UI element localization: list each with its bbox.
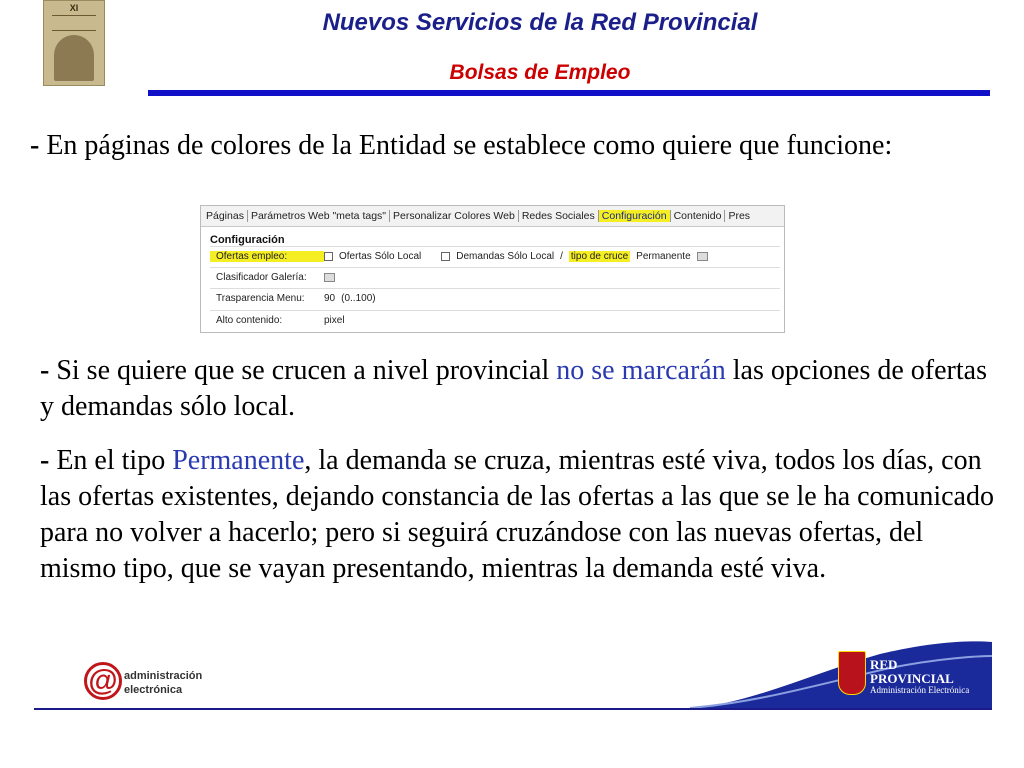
event-logo-lines	[52, 15, 96, 31]
ofertas-local-checkbox[interactable]	[324, 252, 333, 261]
bullet-dash: -	[40, 445, 50, 476]
demandas-local-checkbox[interactable]	[441, 252, 450, 261]
ae-logo-line1: administración	[124, 670, 203, 682]
tab-contenido[interactable]: Contenido	[671, 210, 726, 222]
paragraph-provincial-before: Si se quiere que se crucen a nivel provincial	[56, 355, 550, 386]
paragraph-permanente-highlight: Permanente	[172, 445, 305, 476]
ofertas-local-label: Ofertas Sólo Local	[339, 251, 422, 262]
tipo-cruce-label: tipo de cruce	[570, 251, 629, 262]
paragraph-intro	[30, 128, 990, 164]
event-logo	[43, 0, 105, 86]
ofertas-empleo-label: Ofertas empleo:	[210, 251, 324, 262]
title-divider	[148, 90, 990, 96]
red-provincial-logo	[838, 651, 988, 701]
demandas-local-label: Demandas Sólo Local	[456, 251, 555, 262]
bullet-dash: -	[40, 355, 50, 386]
event-logo-number: XI	[69, 3, 79, 13]
at-sign-icon: @	[84, 662, 122, 700]
tipo-cruce-select-value[interactable]: Permanente	[636, 251, 691, 262]
row-trasparencia-menu	[210, 288, 780, 308]
bullet-dash: -	[30, 130, 40, 161]
footer-divider	[34, 708, 992, 710]
paragraph-permanente-after: , la demanda se cruza, mientras esté viva, todos los días, con las ofertas existentes, dejando constancia de las ofertas a las que se le ha comunicado para no volver a hacerlo; pero si seguirá cruzándose con las nuevas ofertas, del mismo tipo, que se vayan presentando, mientras la demanda esté viva.	[40, 445, 994, 584]
tab-configuracion[interactable]: Configuración	[599, 210, 671, 222]
trasparencia-menu-label: Trasparencia Menu:	[216, 293, 305, 304]
slide-subtitle: Bolsas de Empleo	[449, 61, 631, 84]
tab-pres[interactable]: Pres	[728, 210, 751, 222]
row-alto-contenido	[210, 310, 780, 330]
red-provincial-line2: PROVINCIAL	[870, 671, 954, 686]
coat-of-arms-icon	[838, 651, 866, 695]
alto-contenido-label: Alto contenido:	[216, 315, 283, 326]
alto-contenido-unit: pixel	[324, 315, 345, 326]
config-section-title: Configuración	[210, 234, 285, 246]
red-provincial-line3: Administración Electrónica	[870, 685, 970, 695]
tab-redes-sociales[interactable]: Redes Sociales	[519, 210, 599, 222]
paragraph-intro-text: En páginas de colores de la Entidad se establece como quiere que funcione:	[46, 130, 893, 161]
tab-meta-tags[interactable]: Parámetros Web "meta tags"	[248, 210, 390, 222]
tab-paginas[interactable]: Páginas	[203, 210, 248, 222]
trasparencia-menu-hint: (0..100)	[341, 293, 376, 304]
config-screenshot	[200, 205, 785, 333]
paragraph-permanente-before: En el tipo	[56, 445, 166, 476]
clasificador-galeria-select[interactable]	[324, 273, 335, 282]
paragraph-permanente	[40, 443, 1000, 587]
dropdown-arrow-icon[interactable]	[697, 252, 708, 261]
red-provincial-line1: RED	[870, 657, 898, 672]
trasparencia-menu-input[interactable]: 90	[324, 293, 336, 304]
administracion-electronica-logo	[84, 662, 219, 704]
paragraph-provincial-highlight: no se marcarán	[556, 355, 726, 386]
ae-logo-line2: electrónica	[124, 684, 183, 696]
slide-title: Nuevos Servicios de la Red Provincial	[322, 9, 758, 36]
paragraph-provincial	[40, 353, 1000, 425]
row-ofertas-empleo	[210, 246, 780, 266]
paragraph-provincial-after: las opciones de ofertas y demandas sólo local.	[40, 355, 987, 422]
row-clasificador-galeria	[210, 267, 780, 287]
tab-bar	[201, 206, 784, 227]
clasificador-galeria-label: Clasificador Galería:	[216, 272, 307, 283]
tab-colores[interactable]: Personalizar Colores Web	[390, 210, 519, 222]
separator: /	[560, 251, 563, 262]
event-logo-image	[54, 35, 94, 81]
